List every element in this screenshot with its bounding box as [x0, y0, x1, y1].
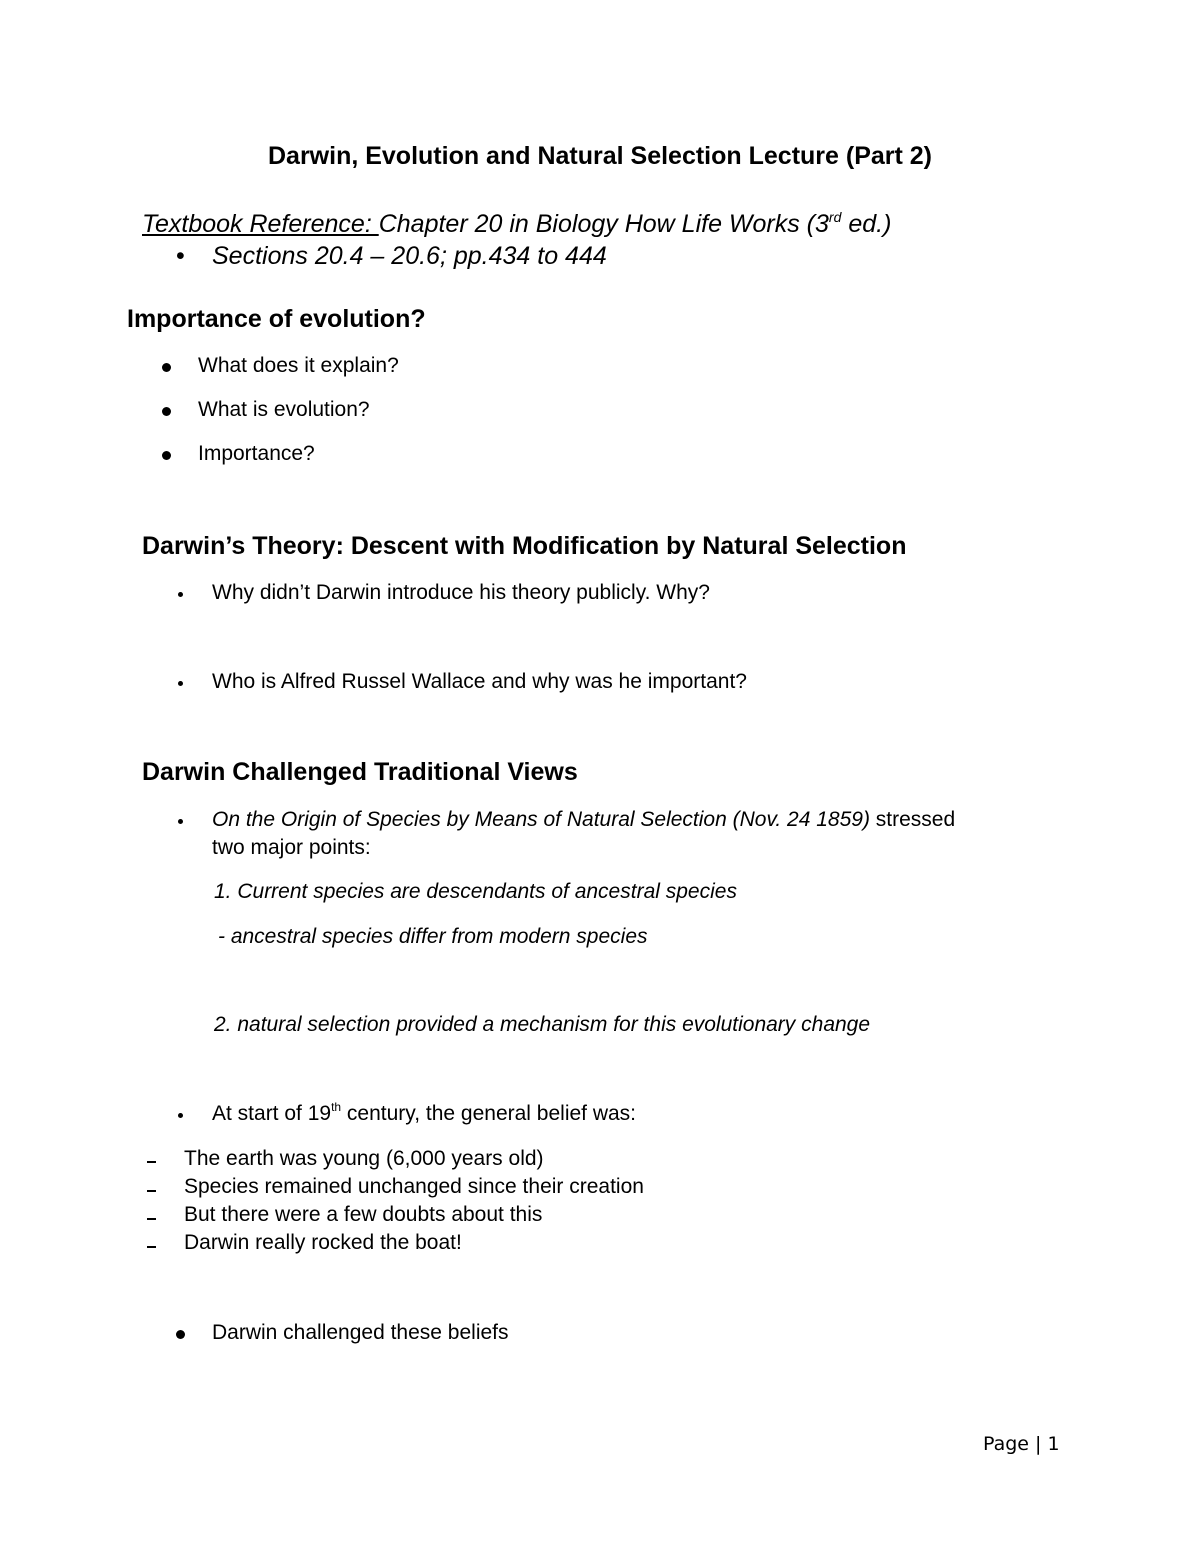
list-item: The earth was young (6,000 years old) — [184, 1147, 544, 1170]
dash-icon — [147, 1161, 156, 1163]
origin-rest: stressed — [869, 808, 956, 831]
page-label: Page — [983, 1433, 1029, 1455]
textbook-reference-text: Chapter 20 in Biology How Life Works (3 — [378, 210, 829, 238]
textbook-reference — [142, 210, 891, 239]
belief-intro-rest: century, the general belief was: — [341, 1102, 637, 1125]
point-one: 1. Current species are descendants of ancestral species — [214, 880, 737, 903]
sections-text: Sections 20.4 – 20.6; pp.434 to 444 — [212, 242, 607, 270]
textbook-reference-label: Textbook Reference: — [142, 210, 379, 238]
bullet-glyph: • — [176, 242, 185, 270]
list-item: Darwin really rocked the boat! — [184, 1231, 462, 1254]
edition-superscript: rd — [828, 209, 842, 225]
document-title: Darwin, Evolution and Natural Selection Lecture (Part 2) — [267, 142, 932, 170]
bullet-icon — [178, 592, 183, 597]
list-item: Species remained unchanged since their creation — [184, 1175, 644, 1198]
list-item: What does it explain? — [198, 354, 399, 377]
list-item: Who is Alfred Russel Wallace and why was he important? — [212, 670, 747, 693]
bullet-icon — [162, 363, 171, 372]
heading-importance: Importance of evolution? — [127, 305, 426, 333]
heading-theory: Darwin’s Theory: Descent with Modification by Natural Selection — [142, 532, 907, 560]
list-item: Why didn’t Darwin introduce his theory publicly. Why? — [212, 581, 710, 604]
list-item: Darwin challenged these beliefs — [212, 1321, 509, 1344]
textbook-reference-edition: ed.) — [841, 210, 892, 238]
century-superscript: th — [331, 1100, 342, 1114]
page-number: 1 — [1047, 1433, 1060, 1455]
bullet-icon — [178, 1113, 183, 1118]
bullet-icon — [162, 407, 171, 416]
list-item: Importance? — [198, 442, 315, 465]
bullet-icon — [162, 451, 171, 460]
dash-icon — [147, 1246, 156, 1248]
point-two: 2. natural selection provided a mechanism for this evolutionary change — [214, 1013, 871, 1036]
point-one-sub: - ancestral species differ from modern species — [218, 925, 648, 948]
belief-intro-text: At start of 19 — [212, 1102, 332, 1125]
sections-bullet-item — [176, 242, 607, 271]
origin-line-2: two major points: — [212, 836, 371, 859]
list-item: But there were a few doubts about this — [184, 1203, 543, 1226]
bullet-icon — [176, 1330, 185, 1339]
dash-icon — [147, 1218, 156, 1220]
bullet-icon — [178, 819, 183, 824]
page-separator: | — [1035, 1433, 1042, 1455]
heading-challenged: Darwin Challenged Traditional Views — [142, 758, 578, 786]
bullet-icon — [178, 681, 183, 686]
belief-intro — [212, 1102, 636, 1126]
book-title: On the Origin of Species by Means of Natural Selection (Nov. 24 1859) — [212, 808, 870, 831]
origin-line — [212, 808, 955, 832]
page-footer — [983, 1433, 1060, 1455]
list-item: What is evolution? — [198, 398, 370, 421]
dash-icon — [147, 1190, 156, 1192]
